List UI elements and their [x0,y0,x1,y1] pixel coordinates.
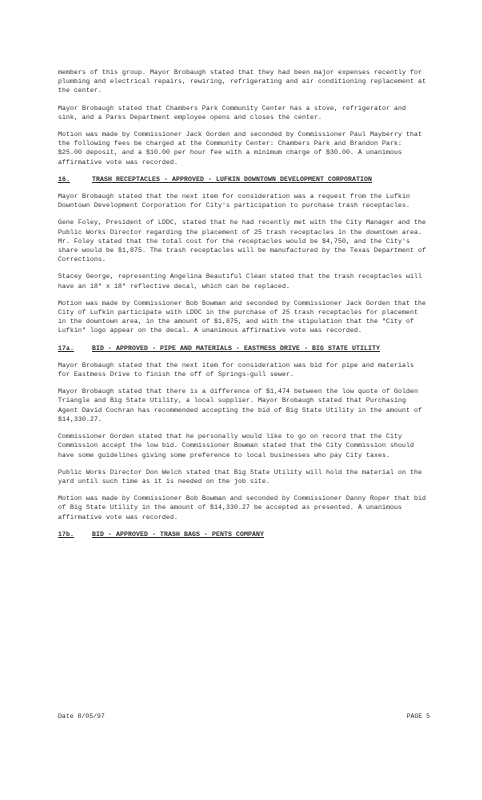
paragraph: Public Works Director Don Welch stated that Big State Utility will hold the material on the yard until such time as it is needed on the job site. [58,468,423,485]
section-title: BID - APPROVED - TRASH BAGS - PENTS COMPANY [92,530,265,538]
paragraph: members of this group. Mayor Brobaugh stated that they had been major expenses recently for plumbing and electrical repairs, rewiring, refrigerating and air conditioning replacement at the center. [58,69,427,95]
paragraph: Motion was made by Commissioner Bob Bowman and seconded by Commissioner Danny Roper that bid of Big State Utility in the amount of $14,330.27 be accepted as presented. A unanimous affirmative vote was recorded. [58,495,427,521]
paragraph: Gene Foley, President of LDDC, stated that he had recently met with the City Manager and the Public Works Director regarding the placement of 25 trash receptacles in the downtown area. Mr. Foley stated that the total cost for the receptacles would be $4,750, and the City's share would be $1,875. The trash receptacles will be manufactured by the Texas Department of Corrections. [58,219,427,264]
section-heading-17b [58,530,430,539]
page-footer [58,712,430,721]
section-title: TRASH RECEPTACLES - APPROVED - LUFKIN DOWNTOWN DEVELOPMENT CORPORATION [92,175,373,183]
paragraph: Mayor Brobaugh stated that Chambers Park Community Center has a stove, refrigerator and sink, and a Parks Department employee opens and closes the center. [58,104,407,121]
paragraph: Motion was made by Commissioner Bob Bowman and seconded by Commissioner Jack Gorden that the City of Lufkin participate with LDDC in the purchase of 25 trash receptacles for placement in the downtown area, in the amount of $1,875, and with the stipulation that the "City of Lufkin" logo appear on the decal. A unanimous affirmative vote was recorded. [58,299,427,335]
paragraph: Commissioner Gorden stated that he personally would like to go on record that the City Commission accept the low bid. Commissioner Bowman stated that the City Commission should have some guidelines giving some preference to local businesses who pay City taxes. [58,433,415,459]
paragraph: Mayor Brobaugh stated that the next item for consideration was bid for pipe and materials for Eastmess Drive to finish the off of Springs-gull sewer. [58,361,415,379]
section-heading-17a [58,344,430,353]
footer-date: Date 8/05/97 [58,713,105,720]
section-title: BID - APPROVED - PIPE AND MATERIALS - EASTMESS DRIVE - BIG STATE UTILITY [92,344,381,352]
section-number: 17b. [58,530,75,538]
paragraph: Mayor Brobaugh stated that there is a difference of $1,474 between the low quote of Golden Triangle and Big State Utility, a local supplier. Mayor Brobaugh stated that Purchasing Agent David Cochran has recommended accepting the bid of Big State Utility in the amount of $14,330.27. [58,388,423,423]
section-heading-16 [58,175,430,184]
document-body [58,68,430,547]
paragraph: Mayor Brobaugh stated that the next item for consideration was a request from the Lufkin Downtown Development Corporation for City's participation to purchase trash receptacles. [58,193,411,210]
section-number: 16. [58,175,71,183]
paragraph: Stacey George, representing Angelina Beautiful Clean stated that the trash receptacles will have an 18" x 18" reflective decal, which can be replaced. [58,273,423,290]
paragraph: Motion was made by Commissioner Jack Gorden and seconded by Commissioner Paul Mayberry that the following fees be charged at the Community Center: Chambers Park and Brandon Park: $25.00 deposit, and a $10.00 per hour fee with a minimum charge of $30.00. A unanimous affirmative vote was recorded. [58,131,423,166]
page-number: PAGE 5 [406,713,430,720]
section-number: 17a. [58,344,75,352]
